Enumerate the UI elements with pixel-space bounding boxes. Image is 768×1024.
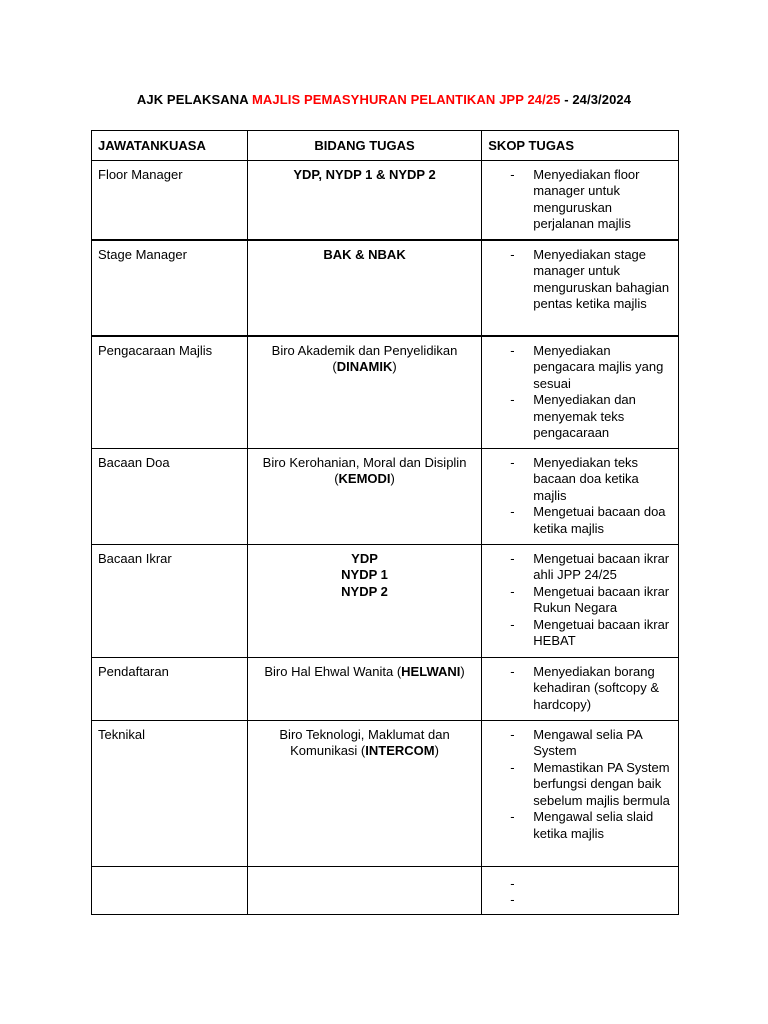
- jawatankuasa-cell: [92, 866, 248, 914]
- skop-item: - Menyediakan borang kehadiran (softcopy & hardcopy): [488, 664, 672, 714]
- skop-item: - Menyediakan teks bacaan doa ketika majlis: [488, 455, 672, 505]
- skop-list: [488, 167, 672, 233]
- skop-item: - Mengetuai bacaan ikrar HEBAT: [488, 617, 672, 650]
- skop-item: - Mengawal selia slaid ketika majlis: [488, 809, 672, 842]
- bidang-bold: YDP, NYDP 1 & NYDP 2: [293, 166, 436, 182]
- skop-item: [488, 876, 672, 892]
- table-row: [92, 720, 679, 866]
- title-prefix: AJK PELAKSANA: [136, 92, 249, 107]
- bidang-bold: INTERCOM: [365, 743, 435, 758]
- skop-list: [488, 343, 672, 442]
- table-row: [92, 866, 679, 914]
- bidang-line: NYDP 2: [341, 583, 388, 599]
- title-event: MAJLIS PEMASYHURAN PELANTIKAN JPP 24/25: [251, 92, 561, 107]
- bidang-cell: [247, 448, 481, 544]
- jawatankuasa-cell: Stage Manager: [92, 240, 248, 336]
- bidang-bold: BAK & NBAK: [323, 246, 406, 262]
- bidang-line: NYDP 1: [341, 567, 388, 582]
- skop-cell: [482, 240, 679, 336]
- skop-list: [488, 876, 672, 908]
- table-header-row: [92, 131, 679, 161]
- bidang-cell: [247, 544, 481, 657]
- skop-cell: [482, 336, 679, 449]
- bidang-cell: [247, 160, 481, 240]
- jawatankuasa-cell: Pendaftaran: [92, 657, 248, 720]
- skop-item: - Mengetuai bacaan doa ketika majlis: [488, 504, 672, 537]
- bidang-text: Biro Teknologi, Maklumat dan Komunikasi (: [279, 726, 450, 758]
- jawatankuasa-cell: Teknikal: [92, 720, 248, 866]
- skop-item: - Mengetuai bacaan ikrar Rukun Negara: [488, 584, 672, 617]
- skop-cell: [482, 866, 679, 914]
- table-row: [92, 448, 679, 544]
- header-jawatankuasa: JAWATANKUASA: [92, 131, 248, 161]
- skop-item: - Mengawal selia PA System: [488, 727, 672, 760]
- skop-item: - Menyediakan stage manager untuk menguruskan bahagian pentas ketika majlis: [488, 247, 672, 313]
- bidang-cell: [247, 720, 481, 866]
- bidang-bold: HELWANI: [401, 663, 461, 679]
- skop-cell: [482, 544, 679, 657]
- bidang-line: YDP: [351, 550, 378, 566]
- jawatankuasa-cell: Floor Manager: [92, 160, 248, 240]
- skop-item: [488, 892, 672, 908]
- skop-list: [488, 247, 672, 313]
- bidang-cell: [247, 336, 481, 449]
- skop-item: - Menyediakan dan menyemak teks pengacaraan: [488, 392, 672, 442]
- title-date: - 24/3/2024: [564, 92, 632, 107]
- skop-item: - Menyediakan pengacara majlis yang sesuai: [488, 343, 672, 393]
- skop-cell: [482, 657, 679, 720]
- committee-table: [91, 130, 679, 915]
- bidang-text: Biro Akademik dan Penyelidikan (: [271, 342, 458, 374]
- skop-list: [488, 727, 672, 843]
- skop-item: - Menyediakan floor manager untuk menguruskan perjalanan majlis: [488, 167, 672, 233]
- table-row: [92, 240, 679, 336]
- skop-cell: [482, 160, 679, 240]
- bidang-close: ): [390, 471, 395, 486]
- page-title: [0, 92, 768, 107]
- bidang-close: ): [392, 359, 397, 374]
- skop-list: [488, 664, 672, 714]
- skop-list: [488, 455, 672, 538]
- skop-item: - Memastikan PA System berfungsi dengan baik sebelum majlis bermula: [488, 760, 672, 810]
- header-bidang-tugas: BIDANG TUGAS: [247, 131, 481, 161]
- bidang-text: Biro Hal Ehwal Wanita (: [264, 663, 402, 679]
- bidang-bold: KEMODI: [338, 471, 391, 486]
- skop-cell: [482, 720, 679, 866]
- skop-cell: [482, 448, 679, 544]
- bidang-close: ): [434, 743, 439, 758]
- table-row: [92, 336, 679, 449]
- table-row: [92, 657, 679, 720]
- skop-list: [488, 551, 672, 650]
- bidang-cell: [247, 866, 481, 914]
- jawatankuasa-cell: Bacaan Doa: [92, 448, 248, 544]
- bidang-text: Biro Kerohanian, Moral dan Disiplin (: [262, 454, 467, 486]
- header-skop-tugas: SKOP TUGAS: [482, 131, 679, 161]
- skop-item: - Mengetuai bacaan ikrar ahli JPP 24/25: [488, 551, 672, 584]
- jawatankuasa-cell: Bacaan Ikrar: [92, 544, 248, 657]
- bidang-bold: DINAMIK: [336, 359, 393, 374]
- bidang-cell: [247, 240, 481, 336]
- bidang-cell: [247, 657, 481, 720]
- table-row: [92, 160, 679, 240]
- table-row: [92, 544, 679, 657]
- jawatankuasa-cell: Pengacaraan Majlis: [92, 336, 248, 449]
- bidang-close: ): [460, 663, 465, 679]
